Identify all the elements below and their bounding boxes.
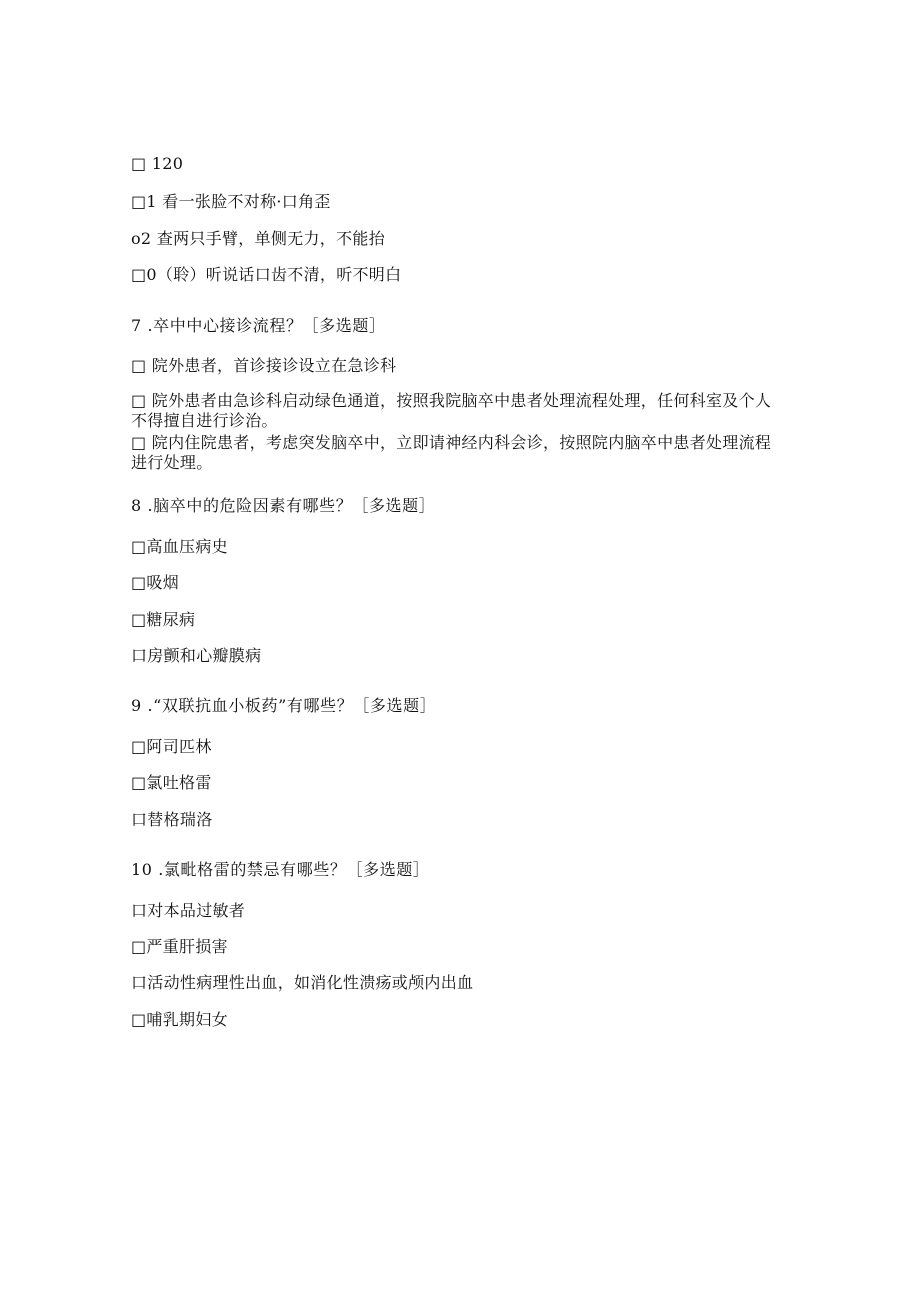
question-9-option-1: □阿司匹林 [131, 737, 212, 756]
option-120: □ 120 [131, 154, 184, 173]
question-7-option-2: □ 院外患者由急诊科启动绿色通道，按照我院脑卒中患者处理流程处理，任何科室及个人不得擅自进行诊治。 [131, 391, 772, 430]
question-10-option-3: 口活动性病理性出血，如消化性溃疡或颅内出血 [131, 973, 474, 992]
question-10-option-4: □哺乳期妇女 [131, 1010, 228, 1029]
question-7-option-1: □ 院外患者，首诊接诊设立在急诊科 [131, 356, 397, 375]
option-face: □1 看一张脸不对称·口角歪 [131, 192, 331, 211]
question-10-title: 10 .氯毗格雷的禁忌有哪些？［多选题］ [131, 860, 430, 879]
question-10-option-2: □严重肝损害 [131, 937, 228, 956]
question-8-option-3: □糖尿病 [131, 610, 196, 629]
question-8-option-4: 口房颤和心瓣膜病 [131, 646, 262, 665]
question-8-option-2: □吸烟 [131, 573, 180, 592]
question-8-option-1: □高血压病史 [131, 537, 228, 556]
question-7-option-3: □ 院内住院患者，考虑突发脑卒中，立即请神经内科会诊，按照院内脑卒中患者处理流程进行处理。 [131, 433, 772, 472]
question-8-title: 8 .脑卒中的危险因素有哪些？［多选题］ [131, 496, 436, 515]
question-9-title: 9 .“双联抗血小板药”有哪些？［多选题］ [131, 696, 437, 715]
option-speech: □0（聆）听说话口齿不清，听不明白 [131, 265, 402, 284]
question-10-option-1: 口对本品过敏者 [131, 901, 246, 920]
question-9-option-3: 口替格瑞洛 [131, 810, 213, 829]
question-9-option-2: □氯吐格雷 [131, 773, 212, 792]
option-arm: o2 查两只手臂，单侧无力，不能抬 [131, 229, 385, 248]
question-7-title: 7 .卒中中心接诊流程？［多选题］ [131, 316, 386, 335]
